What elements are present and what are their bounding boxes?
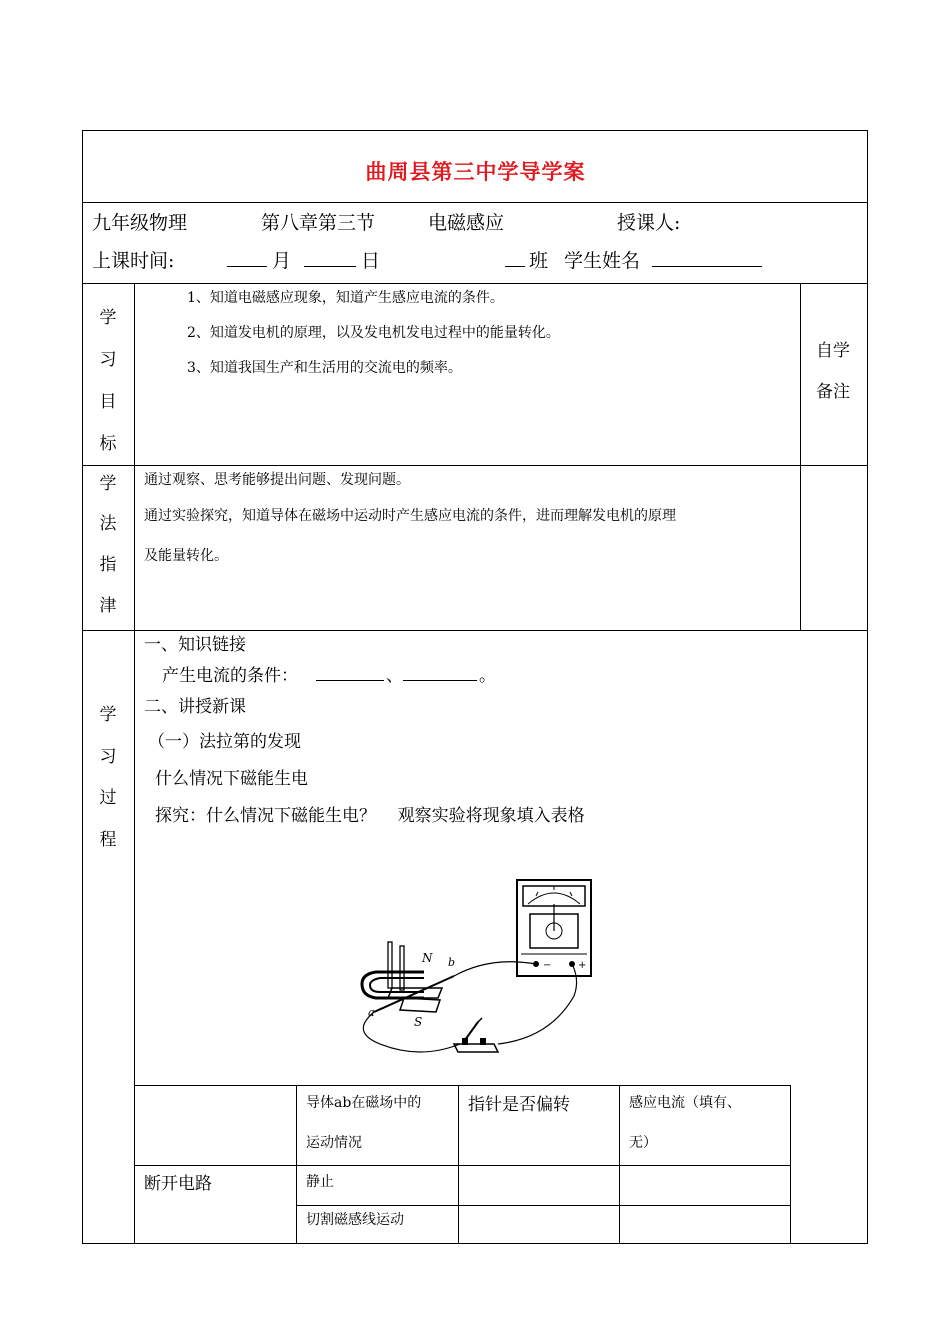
- month-blank[interactable]: [227, 247, 267, 267]
- process-label-3: 过: [99, 788, 117, 808]
- process-label-4: 程: [99, 830, 117, 850]
- method-line: 通过实验探究，知道导体在磁场中运动时产生感应电流的条件，进而理解发电机的原理: [144, 508, 676, 524]
- notes-label-1: 自学: [816, 341, 850, 361]
- table-header-current-1: 感应电流（填有、: [629, 1095, 741, 1111]
- label-n: N: [422, 951, 433, 965]
- section-knowledge-link: 一、知识链接: [144, 635, 246, 655]
- objectives-label-2: 习: [99, 350, 117, 370]
- subsection-faraday: （一）法拉第的发现: [148, 732, 301, 752]
- subject-label: 九年级物理: [92, 212, 188, 234]
- topic-label: 电磁感应: [428, 212, 505, 234]
- galvanometer-icon: [517, 880, 591, 976]
- objective-item: 2、知道发电机的原理，以及发电机发电过程中的能量转化。: [187, 325, 560, 341]
- objective-item: 3、知道我国生产和生活用的交流电的频率。: [187, 360, 462, 376]
- month-suffix: 月: [272, 250, 292, 272]
- table-row-label: 断开电路: [144, 1174, 212, 1194]
- methods-label-4: 津: [99, 596, 117, 616]
- label-s: S: [414, 1015, 423, 1029]
- table-header-deflect: 指针是否偏转: [468, 1095, 570, 1115]
- table-header-current-2: 无）: [629, 1135, 657, 1151]
- method-line: 及能量转化。: [144, 548, 228, 564]
- condition-blank-2[interactable]: [403, 661, 477, 681]
- methods-label-3: 指: [99, 555, 117, 575]
- notes-label-2: 备注: [816, 382, 850, 402]
- objective-item: 1、知道电磁感应现象，知道产生感应电流的条件。: [187, 290, 504, 306]
- table-cell-static: 静止: [306, 1174, 334, 1190]
- teacher-label: 授课人:: [617, 212, 681, 234]
- process-label-1: 学: [99, 705, 117, 725]
- class-blank[interactable]: [505, 247, 525, 267]
- condition-sep: 、: [386, 666, 403, 686]
- table-cell-cutting: 切割磁感线运动: [306, 1212, 404, 1228]
- day-blank[interactable]: [304, 247, 356, 267]
- student-name-blank[interactable]: [652, 247, 762, 267]
- time-label: 上课时间:: [92, 250, 175, 272]
- objectives-label-3: 目: [99, 392, 117, 412]
- svg-text:+: +: [578, 960, 587, 971]
- chapter-label: 第八章第三节: [261, 212, 376, 234]
- label-a: a: [368, 1006, 375, 1019]
- label-b: b: [448, 956, 456, 969]
- table-header-motion-2: 运动情况: [306, 1135, 362, 1151]
- process-label-2: 习: [99, 747, 117, 767]
- experiment-diagram: [340, 860, 610, 1060]
- svg-text:−: −: [543, 960, 552, 971]
- method-line: 通过观察、思考能够提出问题、发现问题。: [144, 472, 410, 488]
- page-title: 曲周县第三中学导学案: [365, 159, 586, 184]
- day-suffix: 日: [361, 250, 381, 272]
- question-text: 什么情况下磁能生电: [155, 769, 308, 789]
- objectives-label-4: 标: [99, 434, 117, 454]
- student-label: 学生姓名: [564, 250, 641, 272]
- explore-text: 探究：什么情况下磁能生电？ 观察实验将现象填入表格: [155, 806, 585, 826]
- switch-icon: [454, 1018, 498, 1052]
- wire: [363, 1012, 460, 1052]
- conductor-ab: [374, 976, 454, 1012]
- section-new-lesson: 二、讲授新课: [144, 697, 246, 717]
- methods-label-1: 学: [99, 474, 117, 494]
- objectives-label-1: 学: [99, 308, 117, 328]
- methods-label-2: 法: [99, 514, 117, 534]
- condition-blank-1[interactable]: [316, 661, 384, 681]
- condition-prefix: 产生电流的条件：: [162, 666, 298, 686]
- class-suffix: 班: [529, 250, 549, 272]
- condition-end: 。: [479, 666, 496, 686]
- table-header-motion-1: 导体ab在磁场中的: [306, 1095, 422, 1111]
